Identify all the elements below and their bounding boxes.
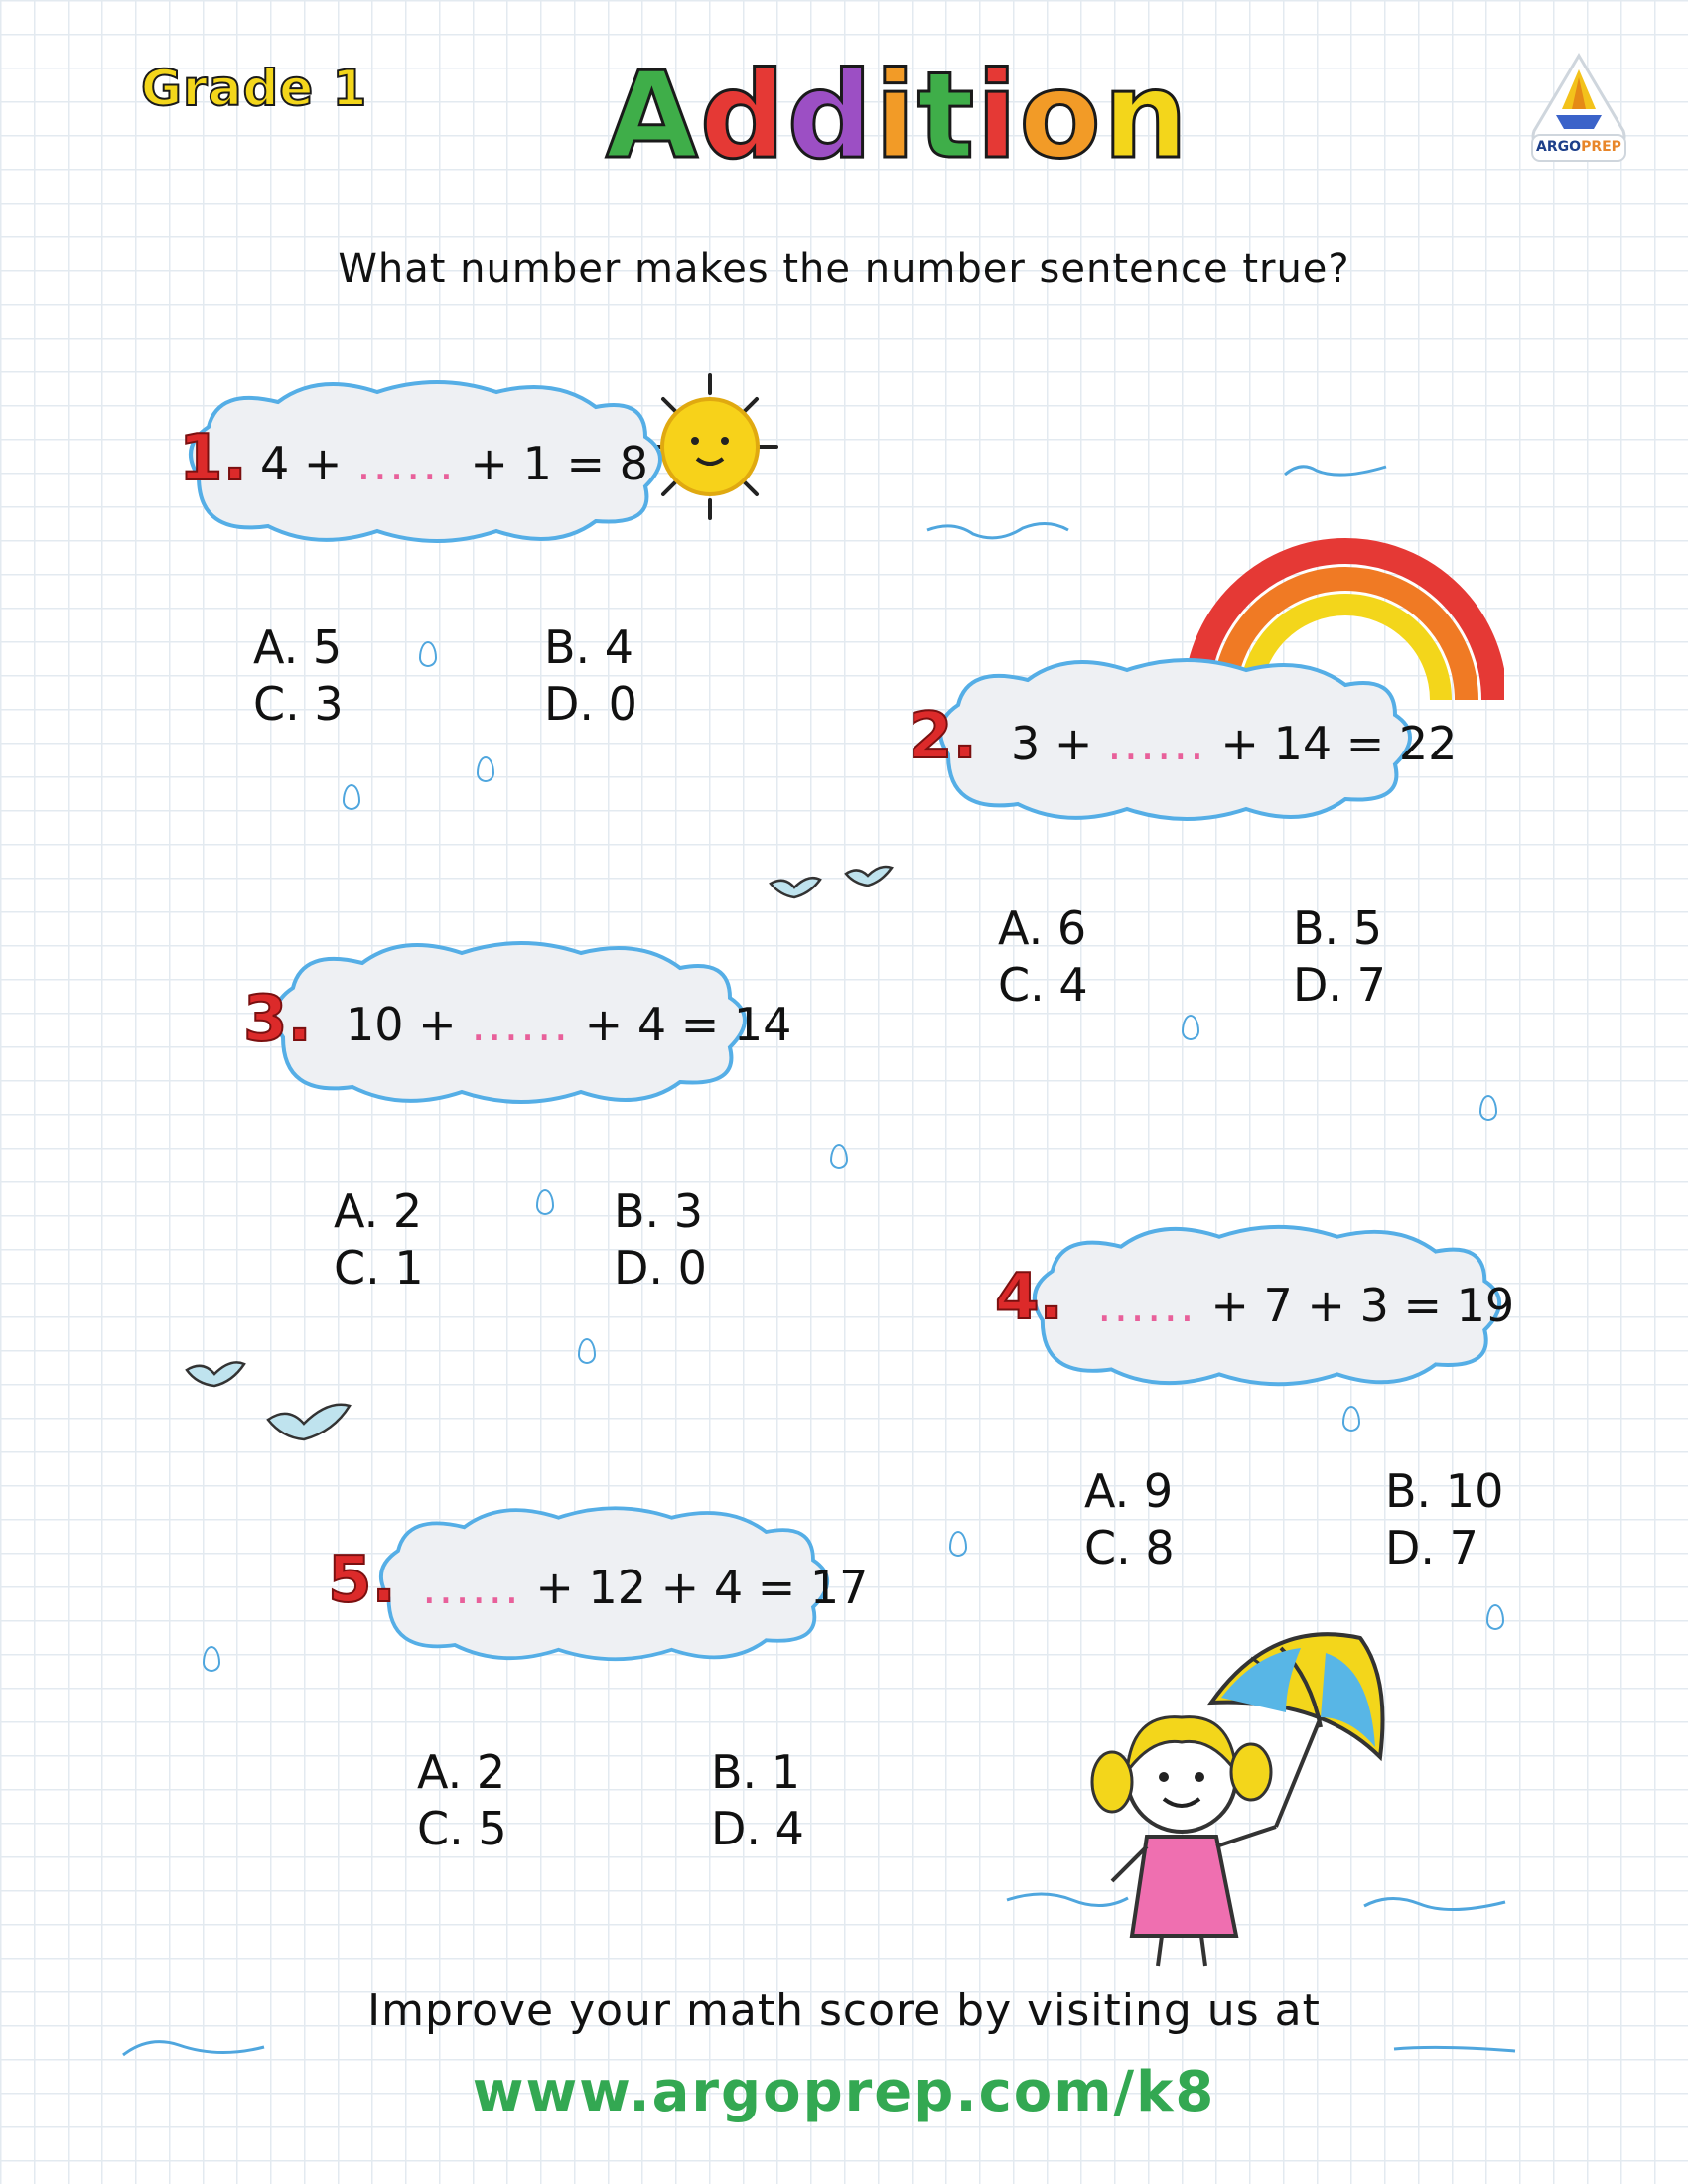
question-number: 5. [328, 1544, 396, 1617]
answer-blank: ...... [1097, 1279, 1196, 1332]
answer-blank: ...... [471, 998, 571, 1051]
option-c[interactable]: C. 1 [334, 1241, 424, 1295]
number-sentence [1097, 1279, 1514, 1332]
logo-wordmark: ARGOPREP [1536, 139, 1621, 155]
wind-line-decoration [1281, 455, 1390, 484]
answer-blank: ...... [422, 1561, 521, 1614]
birds-icon [179, 1340, 367, 1469]
website-link[interactable]: www.argoprep.com/k8 [472, 2060, 1216, 2124]
title-letter: d [786, 48, 875, 186]
raindrop-icon [477, 756, 494, 782]
birds-icon [765, 854, 904, 923]
sentence-end: + 12 + 4 = 17 [520, 1561, 869, 1614]
sentence-start: 10 + [346, 998, 472, 1051]
wind-line-decoration [923, 516, 1072, 546]
question-number: 4. [995, 1261, 1063, 1334]
footer-message: Improve your math score by visiting us at [367, 1985, 1321, 2036]
instructions: What number makes the number sentence true? [338, 246, 1350, 292]
option-d[interactable]: D. 7 [1385, 1521, 1478, 1574]
option-c[interactable]: C. 5 [417, 1802, 507, 1855]
question-number: 1. [179, 422, 247, 495]
option-c[interactable]: C. 3 [253, 677, 344, 731]
girl-with-umbrella-illustration [1072, 1608, 1410, 1976]
raindrop-icon [1486, 1604, 1504, 1630]
sentence-start: 3 + [1011, 717, 1108, 770]
raindrop-icon [419, 641, 437, 667]
raindrop-icon [343, 784, 360, 810]
sentence-end: + 4 = 14 [570, 998, 792, 1051]
option-d[interactable]: D. 0 [614, 1241, 707, 1295]
option-b[interactable]: B. 3 [614, 1184, 704, 1238]
raindrop-icon [949, 1531, 967, 1557]
grade-label: Grade 1 [141, 60, 368, 117]
option-c[interactable]: C. 4 [998, 958, 1088, 1012]
title-letter: o [1019, 48, 1103, 186]
option-a[interactable]: A. 2 [417, 1745, 506, 1799]
option-d[interactable]: D. 0 [544, 677, 637, 731]
page-title [606, 48, 1190, 186]
option-a[interactable]: A. 6 [998, 901, 1087, 955]
title-letter: i [874, 48, 917, 186]
option-b[interactable]: B. 10 [1385, 1464, 1504, 1518]
raindrop-icon [1479, 1095, 1497, 1121]
number-sentence [1011, 717, 1457, 770]
title-letter: i [976, 48, 1020, 186]
puddle-decoration [1003, 1886, 1132, 1916]
number-sentence [260, 437, 648, 490]
option-a[interactable]: A. 9 [1084, 1464, 1174, 1518]
question-number: 2. [909, 700, 977, 773]
title-letter: n [1102, 48, 1191, 186]
option-b[interactable]: B. 5 [1293, 901, 1383, 955]
title-letter: d [699, 48, 787, 186]
answer-blank: ...... [1107, 717, 1206, 770]
raindrop-icon [578, 1338, 596, 1364]
raindrop-icon [536, 1189, 554, 1215]
option-a[interactable]: A. 5 [253, 620, 343, 674]
raindrop-icon [203, 1646, 220, 1672]
title-letter: A [606, 48, 700, 186]
option-d[interactable]: D. 4 [711, 1802, 804, 1855]
sentence-end: + 14 = 22 [1205, 717, 1458, 770]
number-sentence [422, 1561, 868, 1614]
option-a[interactable]: A. 2 [334, 1184, 423, 1238]
argoprep-logo [1524, 52, 1633, 169]
sentence-end: + 1 = 8 [455, 437, 648, 490]
question-number: 3. [243, 983, 312, 1056]
option-b[interactable]: B. 4 [544, 620, 634, 674]
puddle-decoration [1360, 1886, 1509, 1926]
sentence-start: 4 + [260, 437, 357, 490]
raindrop-icon [1182, 1015, 1199, 1040]
answer-blank: ...... [356, 437, 456, 490]
raindrop-icon [830, 1144, 848, 1169]
sentence-end: + 7 + 3 = 19 [1196, 1279, 1515, 1332]
title-letter: t [916, 48, 977, 186]
option-c[interactable]: C. 8 [1084, 1521, 1175, 1574]
option-b[interactable]: B. 1 [711, 1745, 801, 1799]
number-sentence [346, 998, 791, 1051]
option-d[interactable]: D. 7 [1293, 958, 1386, 1012]
